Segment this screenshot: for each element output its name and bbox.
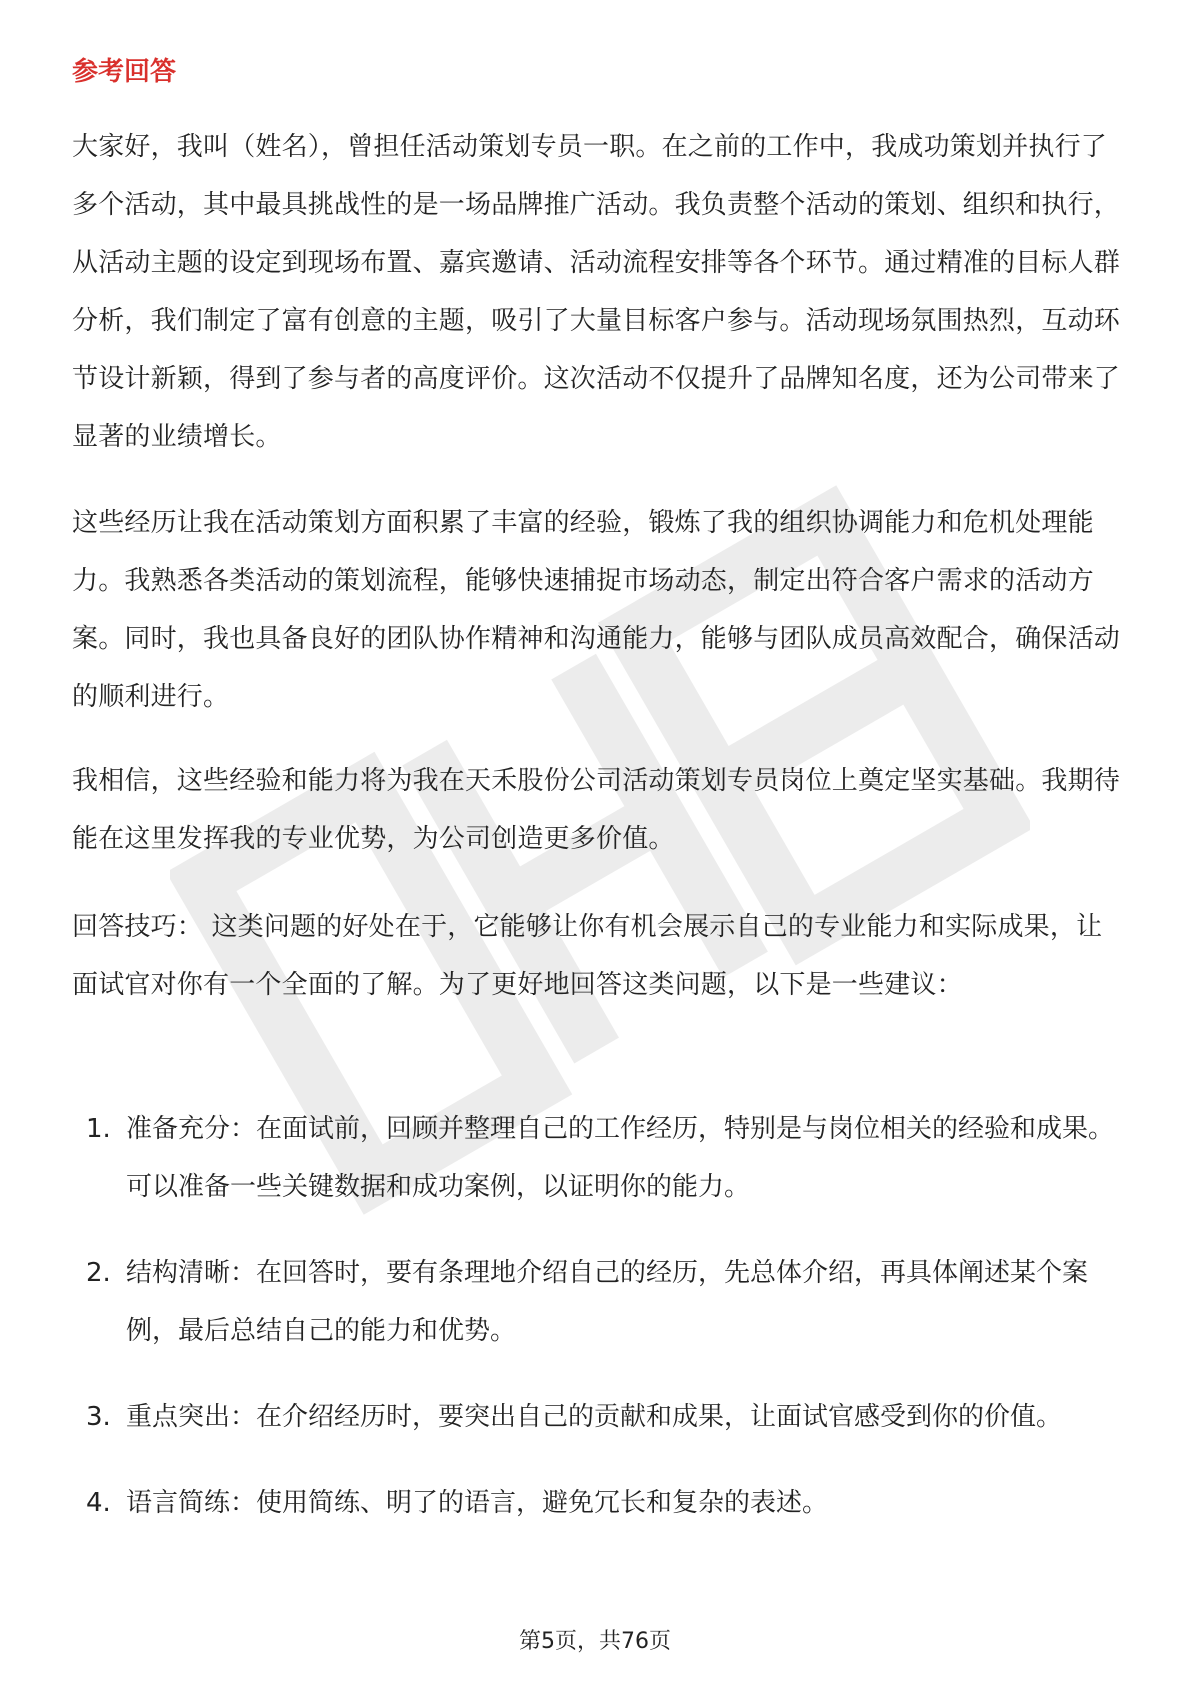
list-item-number: 3.: [86, 1402, 111, 1432]
answer-tips-intro: 回答技巧： 这类问题的好处在于，它能够让你有机会展示自己的专业能力和实际成果，让面试官对你有一个全面的了解。为了更好地回答这类问题，以下是一些建议：: [72, 912, 1103, 1000]
tips-list: [72, 1100, 1122, 1560]
list-item-text: 重点突出：在介绍经历时，要突出自己的贡献和成果，让面试官感受到你的价值。: [126, 1402, 1063, 1432]
list-item-number: 1.: [86, 1114, 111, 1144]
answer-paragraph-2: 这些经历让我在活动策划方面积累了丰富的经验，锻炼了我的组织协调能力和危机处理能力。我熟悉各类活动的策划流程，能够快速捕捉市场动态，制定出符合客户需求的活动方案。同时，我也具备良好的团队协作精神和沟通能力，能够与团队成员高效配合，确保活动的顺利进行。: [72, 508, 1121, 712]
answer-paragraph-1: 大家好，我叫（姓名），曾担任活动策划专员一职。在之前的工作中，我成功策划并执行了多个活动，其中最具挑战性的是一场品牌推广活动。我负责整个活动的策划、组织和执行，从活动主题的设定到现场布置、嘉宾邀请、活动流程安排等各个环节。通过精准的目标人群分析，我们制定了富有创意的主题，吸引了大量目标客户参与。活动现场氛围热烈，互动环节设计新颖，得到了参与者的高度评价。这次活动不仅提升了品牌知名度，还为公司带来了显著的业绩增长。: [72, 132, 1121, 452]
answer-paragraph-3: 我相信，这些经验和能力将为我在天禾股份公司活动策划专员岗位上奠定坚实基础。我期待能在这里发挥我的专业优势，为公司创造更多价值。: [72, 766, 1121, 854]
section-title: 参考回答: [72, 57, 177, 87]
list-item: [72, 1474, 1122, 1532]
list-item-text: 准备充分：在面试前，回顾并整理自己的工作经历，特别是与岗位相关的经验和成果。可以准备一些关键数据和成功案例，以证明你的能力。: [126, 1114, 1115, 1202]
list-item-number: 4.: [86, 1488, 111, 1518]
list-item-text: 结构清晰：在回答时，要有条理地介绍自己的经历，先总体介绍，再具体阐述某个案例，最后总结自己的能力和优势。: [126, 1258, 1089, 1346]
list-item: [72, 1244, 1122, 1360]
list-item-number: 2.: [86, 1258, 111, 1288]
list-item: [72, 1100, 1122, 1216]
page-number-footer: 第5页，共76页: [519, 1629, 671, 1654]
list-item: [72, 1388, 1122, 1446]
list-item-text: 语言简练：使用简练、明了的语言，避免冗长和复杂的表述。: [126, 1488, 829, 1518]
